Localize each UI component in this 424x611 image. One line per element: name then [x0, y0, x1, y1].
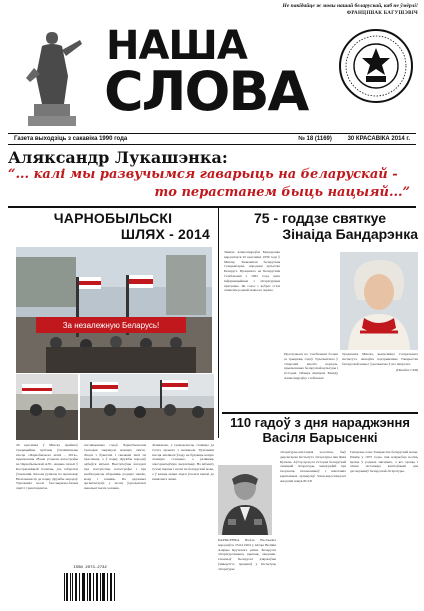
zinaida-col1-text: Зінаіда Аляксандраўна Бандарэнка нарадзілася 25 красавіка 1939 года ў Мінску. Знакамітая беларуская тэледыктарка, народная артыстка Беларусі. Працавала на Беларускім тэлебачанні з 1961 года, вяла інфармацыйныя і літаратурныя праграмы. Яе голас і вобраз сталі сімвалам роднай мовы на экране.: [224, 250, 280, 293]
masthead-title-line2: СЛОВА: [104, 60, 308, 123]
since-text: Газета выходзіць з сакавіка 1990 года: [14, 136, 128, 142]
issue-info-bar: [8, 133, 416, 145]
zinaida-portrait: [340, 252, 418, 350]
masthead: [8, 22, 416, 126]
lead-quote: [8, 166, 416, 202]
lead-speaker: Аляксандр Лукашэнка:: [8, 148, 228, 167]
chernobyl-headline-line2: ШЛЯХ - 2014: [120, 226, 210, 242]
barysenka-col1-text: БАРЫСЕНКА Васіль Васільевіч нарадзіўся 25.04.1904 у вёсцы Велікія Азярцы Крупскага раёна. Беларускі літаратуразнавец, крытык, акадэмік. Скончыў Беларускі дзяржаўны ўніверсітэт, працаваў у Інстытуце літаратуры.: [218, 538, 276, 571]
march-photo: [16, 247, 212, 373]
zinaida-headline-line1: 75 - годдзе святкуе: [253, 210, 387, 226]
barysenka-col3-text: Ганаровы член Таварыства беларускай мовы. Памёр у 1975 годзе. Імя навукоўца носіць вуліца ў родных мясцінах, а яго працы і сёння застаюцца каштоўнымі для даследчыкаў беларускай літаратуры.: [350, 450, 418, 474]
zinaida-headline: [222, 210, 418, 242]
barysenka-headline-line1: 110 гадоў з дня нараджэння: [230, 415, 410, 430]
chernobyl-col3-text: абавязкова, а грамадскасць ставіцца да гэтага праекта з непакоем. Удзельнікі шэсця заклікалі ўладу не будаваць новую атамную станцыю, а развіваць альтэрнатыўную энергетыку. На мітынгу гучалі вершы і песні на беларускай мове, а ў канцы акцыі людзі ўсклалі кветкі да памятнага знака.: [152, 443, 214, 481]
lead-quote-line2: то перастанем быць нацыяй...”: [154, 185, 410, 200]
issue-number: № 18 (1169): [298, 136, 332, 142]
barysenka-column-1: [218, 538, 276, 608]
zinaida-headline-line2: Зінаіда Бандарэнка: [282, 226, 418, 242]
section-rule: [8, 206, 416, 208]
issue-meta: [284, 136, 410, 142]
masthead-title-line1: НАША: [106, 23, 247, 69]
barysenka-headline-line2: Васіля Барысенкі: [262, 430, 378, 445]
lead-quote-line1: “... калі мы развучымся гаварыць на беларускай -: [8, 167, 398, 182]
barysenka-column-2: [280, 450, 346, 608]
chernobyl-caption-text: 26 красавіка ў Мінску прайшоў традыцыйны вулічны ўспамінальны шэсце «Чарнобыльскі шлях - 2014», прысвечаны 28-ым угодкам катастрофы на Чарнобыльскай АЭС. Акцыю пачалі ў Кастрычніцкай плошчы, дзе сабраліся ўдзельнікі. Калона рушыла па праспекце Незалежнасці да парку Дружбы народаў. Удзельнікі неслі бел-чырвона-белыя сцягі і транспаранты.: [16, 443, 78, 491]
zinaida-column-3: [342, 352, 418, 414]
flag-photo: [16, 374, 78, 440]
banner-text: За незалежную Беларусь!: [62, 321, 160, 330]
zinaida-signature: (Паводле СМІ): [395, 368, 418, 373]
chernobyl-col2-text: пасляваенных гадоў. Чарнобыльская трагедыя закранула кожную сям’ю. Людзі з букетамі і свечкамі ішлі па праспекце, а ў парку Дружбы народаў адбыўся мітынг. Выступоўцы нагадалі пра наступствы катастрофы і пра неабходнасць абараняць родную зямлю, мову і памяць. Па дадзеных арганізатараў, у шэсці ўдзельнічалі некалькі тысяч чалавек.: [84, 443, 146, 491]
epigraph-author: ФРАНЦІШАК БАГУШЭВІЧ: [346, 11, 418, 16]
issn-text: ISSN 2073-2732: [73, 566, 107, 570]
zinaida-col3-text: Ураджэнка Мінска, выпускніца тэатральнага інстытута. Актыўна падтрымлівае Таварыства беларускай мовы і ўдзельнічае ў яго імпрэзах.: [342, 352, 418, 366]
column-rule: [218, 208, 219, 438]
statue-icon: [12, 28, 100, 126]
chernobyl-caption: [16, 443, 78, 565]
section-rule: [222, 412, 418, 414]
crowd-photo: [80, 374, 214, 440]
zinaida-column-1: [224, 250, 280, 414]
barysenka-headline: [222, 415, 418, 445]
barysenka-col2-text: літаратурна-мастацкія часопісы, быў дырэктарам Інстытута літаратуры імя Янкі Купалы. Аўтар прац па гісторыі беларускай савецкай літаратуры, манаграфій пра творчасць пісьменнікаў і шматлікіх крытычных артыкулаў. Член-карэспандэнт Акадэміі навук БССР.: [280, 450, 346, 483]
barcode-icon: [62, 571, 118, 607]
chernobyl-headline: [8, 210, 218, 242]
barysenka-portrait: [218, 465, 272, 535]
zinaida-col2-text: Праслужыла на тэлебачанні больш за трыццаць гадоў. Удзельнічала ў стварэнні многіх перадач, прысвечаных беларускай культуры і гісторыі. Шчыра віншуем Зінаіду Аляксандраўну з юбілеем!: [284, 352, 338, 380]
epigraph-text: Не пакідайце ж мовы нашай беларускай, каб не ўмёрлі!: [282, 3, 418, 9]
seal-icon: [338, 28, 414, 104]
barysenka-column-3: [350, 450, 418, 572]
issue-date: 30 КРАСАВІКА 2014 г.: [347, 136, 410, 142]
chernobyl-headline-line1: ЧАРНОБЫЛЬСКІ: [53, 210, 173, 226]
chernobyl-column-3: [152, 443, 214, 607]
epigraph: [180, 3, 418, 17]
zinaida-column-2: [284, 352, 338, 414]
